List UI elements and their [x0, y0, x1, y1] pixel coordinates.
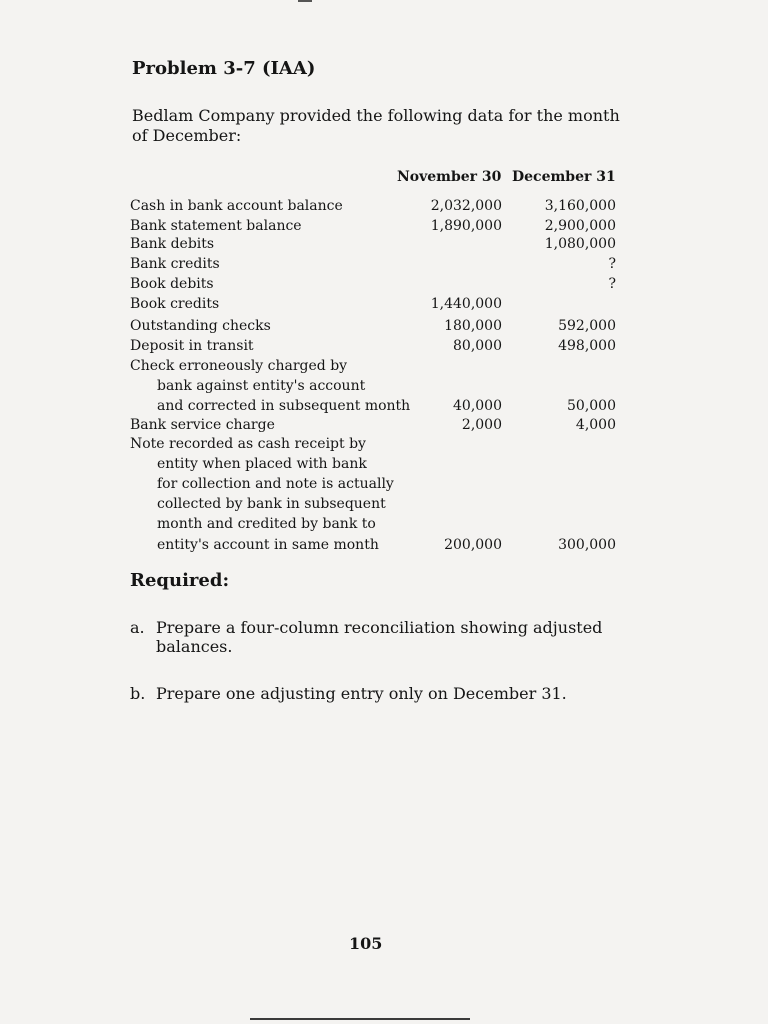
table-row — [0, 198, 768, 218]
requirement-a-letter: a. — [130, 618, 145, 637]
row-value-december: 592,000 — [558, 318, 616, 334]
row-value-december: 3,160,000 — [544, 198, 616, 214]
requirement-b-letter: b. — [130, 684, 146, 703]
intro-line-1: Bedlam Company provided the following data for the month — [132, 106, 620, 125]
row-label: Book credits — [130, 296, 220, 312]
table-row — [0, 296, 768, 316]
row-label: Deposit in transit — [130, 338, 254, 354]
table-row — [0, 318, 768, 338]
table-row — [0, 537, 768, 557]
row-label: Cash in bank account balance — [130, 198, 343, 214]
row-label: collected by bank in subsequent — [157, 496, 386, 512]
row-value-november: 2,032,000 — [430, 198, 502, 214]
table-row — [0, 378, 768, 398]
column-header-november: November 30 — [397, 169, 502, 185]
row-label: Bank debits — [130, 236, 215, 252]
row-value-november: 180,000 — [444, 318, 502, 334]
table-row — [0, 456, 768, 476]
table-row — [0, 276, 768, 296]
scan-artifact-top — [298, 0, 312, 2]
requirement-a — [130, 618, 630, 658]
table-row — [0, 338, 768, 358]
row-value-november: 80,000 — [453, 338, 502, 354]
row-label: Bank credits — [130, 256, 220, 272]
row-value-december: ? — [608, 256, 616, 272]
table-row — [0, 398, 768, 418]
row-value-december: 4,000 — [575, 417, 616, 433]
scan-artifact-bottom — [250, 1018, 470, 1020]
row-value-november: 40,000 — [453, 398, 502, 414]
row-value-november: 1,440,000 — [430, 296, 502, 312]
row-value-december: 2,900,000 — [544, 218, 616, 234]
requirement-b — [130, 684, 630, 706]
row-label: Check erroneously charged by — [130, 358, 348, 374]
row-value-december: 498,000 — [558, 338, 616, 354]
column-header-december: December 31 — [512, 169, 616, 185]
row-value-december: ? — [608, 276, 616, 292]
row-label: Note recorded as cash receipt by — [130, 436, 366, 452]
problem-intro — [132, 106, 652, 146]
row-label: Bank service charge — [130, 417, 275, 433]
row-value-november: 2,000 — [461, 417, 502, 433]
row-label: and corrected in subsequent month — [157, 398, 411, 414]
row-value-november: 1,890,000 — [430, 218, 502, 234]
intro-line-2: of December: — [132, 126, 242, 145]
row-label: for collection and note is actually — [157, 476, 394, 492]
row-value-december: 1,080,000 — [544, 236, 616, 252]
table-row — [0, 358, 768, 378]
row-value-december: 300,000 — [558, 537, 616, 553]
row-label: month and credited by bank to — [157, 516, 376, 532]
table-row — [0, 436, 768, 456]
row-label: entity's account in same month — [157, 537, 379, 553]
requirement-b-text: Prepare one adjusting entry only on December 31. — [156, 684, 567, 703]
table-row — [0, 256, 768, 276]
row-label: Book debits — [130, 276, 214, 292]
page-number: 105 — [349, 934, 383, 953]
problem-title: Problem 3-7 (IAA) — [132, 58, 316, 79]
row-label: entity when placed with bank — [157, 456, 367, 472]
row-value-november: 200,000 — [444, 537, 502, 553]
table-row — [0, 218, 768, 238]
requirement-a-text: Prepare a four-column reconciliation showing adjusted balances. — [156, 618, 603, 656]
row-value-december: 50,000 — [567, 398, 616, 414]
row-label: bank against entity's account — [157, 378, 366, 394]
table-row — [0, 417, 768, 437]
table-row — [0, 476, 768, 496]
table-row — [0, 236, 768, 256]
table-row — [0, 516, 768, 536]
row-label: Bank statement balance — [130, 218, 302, 234]
row-label: Outstanding checks — [130, 318, 271, 334]
table-row — [0, 496, 768, 516]
required-heading: Required: — [130, 570, 230, 591]
